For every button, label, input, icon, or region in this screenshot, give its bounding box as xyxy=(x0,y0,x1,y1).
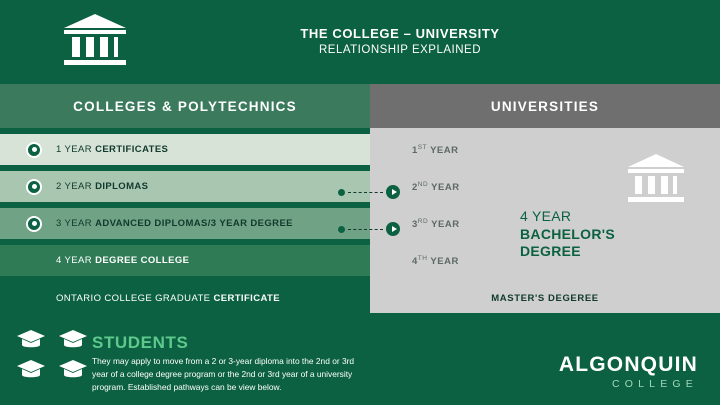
row-label: ONTARIO COLLEGE GRADUATE CERTIFICATE xyxy=(56,293,280,304)
brand-subname: COLLEGE xyxy=(611,378,698,390)
students-icon-group xyxy=(16,329,92,381)
bullet-icon xyxy=(26,142,42,158)
year-label-3: 3RD YEAR xyxy=(412,218,460,231)
row-label: 4 YEAR DEGREE COLLEGE xyxy=(56,255,190,266)
header-text xyxy=(160,26,640,56)
column-header-universities: UNIVERSITIES xyxy=(370,84,720,128)
bachelors-degree-block xyxy=(520,208,650,261)
row-label: 2 YEAR DIPLOMAS xyxy=(56,181,149,192)
bank-building-icon xyxy=(62,12,128,70)
list-item xyxy=(0,208,370,239)
connector-dot-icon xyxy=(338,226,345,233)
column-header-colleges: COLLEGES & POLYTECHNICS xyxy=(0,84,370,128)
page-subtitle: RELATIONSHIP EXPLAINED xyxy=(318,44,482,56)
year-label-4: 4TH YEAR xyxy=(412,255,459,268)
colleges-panel xyxy=(0,128,370,313)
header xyxy=(0,0,720,84)
list-item xyxy=(0,245,370,276)
degree-word: DEGREE xyxy=(520,243,581,259)
footer xyxy=(0,313,720,405)
bullet-icon xyxy=(26,179,42,195)
graduation-cap-icon xyxy=(58,359,88,381)
graduation-cap-icon xyxy=(58,329,88,351)
connector-dashed-line xyxy=(348,192,383,193)
bullet-icon xyxy=(26,216,42,232)
year-label-2: 2ND YEAR xyxy=(412,181,460,194)
advanced-diploma-to-third-year-connector xyxy=(338,222,400,236)
year-label-1: 1ST YEAR xyxy=(412,144,459,157)
row-label: 3 YEAR ADVANCED DIPLOMAS/3 YEAR DEGREE xyxy=(56,218,293,229)
page-title: THE COLLEGE – UNIVERSITY xyxy=(300,26,500,41)
degree-name: BACHELOR'S xyxy=(520,225,615,242)
list-item xyxy=(0,283,370,314)
connector-dot-icon xyxy=(338,189,345,196)
graduation-cap-icon xyxy=(16,329,46,351)
arrow-right-icon xyxy=(386,185,400,199)
students-title: STUDENTS xyxy=(92,333,189,352)
brand-name: ALGONQUIN xyxy=(558,353,698,376)
row-label: 1 YEAR CERTIFICATES xyxy=(56,144,169,155)
algonquin-college-logo xyxy=(559,353,698,390)
graduation-cap-icon xyxy=(16,359,46,381)
list-item xyxy=(0,171,370,202)
diploma-to-second-year-connector xyxy=(338,185,400,199)
list-item xyxy=(0,134,370,165)
students-description: They may apply to move from a 2 or 3-year diploma into the 2nd or 3rd year of a college degree program or the 2nd or 3rd year of a university program. Established pathways can be view below. xyxy=(92,356,355,393)
bank-building-icon xyxy=(626,152,686,206)
connector-dashed-line xyxy=(348,229,383,230)
masters-degree-row: MASTER'S DEGEREE xyxy=(370,283,720,313)
degree-duration: 4 YEAR xyxy=(520,208,572,224)
arrow-right-icon xyxy=(386,222,400,236)
